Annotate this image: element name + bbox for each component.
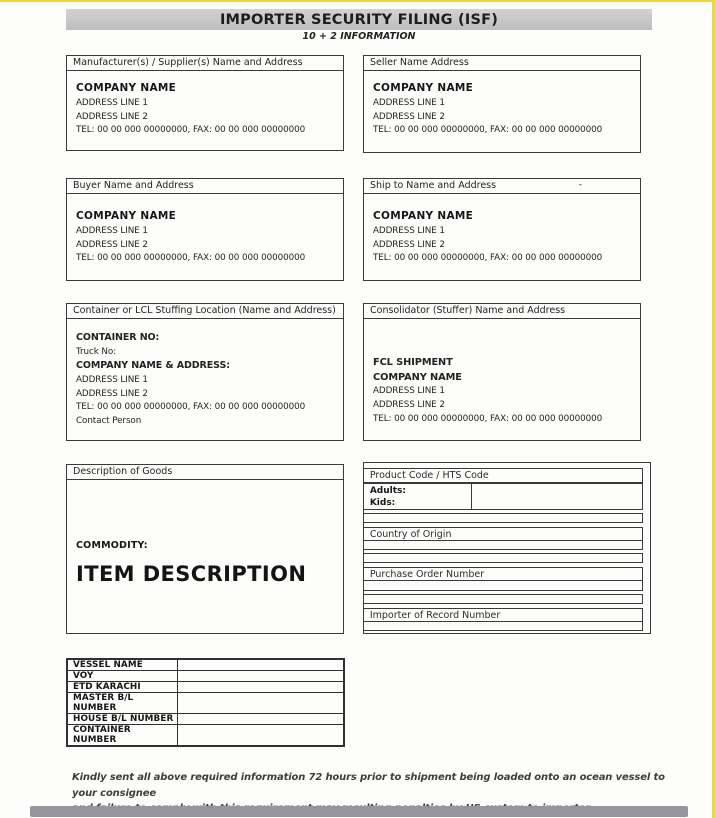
buyer-box-body	[67, 194, 343, 266]
goods-box-body	[67, 480, 343, 586]
purchase-order-header: Purchase Order Number	[364, 568, 642, 581]
address-line-2: ADDRESS LINE 2	[373, 111, 445, 122]
seller-box-body	[364, 71, 640, 138]
address-line-2: ADDRESS LINE 2	[373, 399, 445, 410]
voy-label: VOY	[68, 671, 178, 681]
table-row	[68, 714, 343, 725]
address-line-1: ADDRESS LINE 1	[76, 98, 148, 108]
table-row	[68, 682, 343, 693]
seller-box	[363, 55, 641, 153]
master-bl-number-label: MASTER B/L NUMBER	[68, 693, 178, 713]
consolidator-box	[363, 303, 641, 441]
house-bl-number-label: HOUSE B/L NUMBER	[68, 714, 178, 724]
tel-fax-line: TEL: 00 00 000 00000000, FAX: 00 00 000 00000000	[76, 402, 306, 413]
container-number-value	[178, 725, 343, 745]
tel-fax-line: TEL: 00 00 000 00000000, FAX: 00 00 000 00000000	[76, 125, 306, 136]
ship-to-box	[363, 178, 641, 281]
buyer-box-header: Buyer Name and Address	[67, 179, 343, 194]
kids-label: Kids:	[369, 497, 396, 508]
blank-strip	[363, 553, 643, 563]
company-name: COMPANY NAME	[76, 82, 177, 94]
blank-strip	[363, 594, 643, 604]
tel-fax-line: TEL: 00 00 000 00000000, FAX: 00 00 000 00000000	[373, 413, 603, 424]
country-of-origin-header: Country of Origin	[364, 528, 642, 541]
size-labels-cell	[364, 484, 472, 509]
company-name: COMPANY NAME	[373, 372, 462, 384]
horizontal-scrollbar-thumb[interactable]	[30, 806, 688, 817]
container-number-label: CONTAINER NUMBER	[68, 725, 178, 745]
manufacturer-box-header: Manufacturer(s) / Supplier(s) Name and Address	[67, 56, 343, 71]
truck-no-label: Truck No:	[76, 346, 117, 357]
tel-fax-line: TEL: 00 00 000 00000000, FAX: 00 00 000 00000000	[373, 253, 603, 264]
tel-fax-line: TEL: 00 00 000 00000000, FAX: 00 00 000 00000000	[373, 125, 603, 136]
page-subtitle: 10 + 2 INFORMATION	[302, 31, 416, 42]
address-line-2: ADDRESS LINE 2	[76, 111, 148, 122]
page-title: IMPORTER SECURITY FILING (ISF)	[219, 11, 499, 28]
ship-to-box-body	[364, 194, 640, 266]
stuffing-location-box	[66, 303, 344, 441]
ship-to-header-label: Ship to Name and Address	[370, 180, 497, 191]
company-name: COMPANY NAME	[76, 210, 177, 222]
seller-box-header: Seller Name Address	[364, 56, 640, 71]
importer-of-record-box	[363, 608, 643, 631]
vessel-name-value	[178, 660, 343, 670]
consolidator-box-header: Consolidator (Stuffer) Name and Address	[364, 304, 640, 319]
manufacturer-box-body	[67, 71, 343, 138]
ship-to-box-header	[364, 179, 640, 194]
company-name-address-label: COMPANY NAME & ADDRESS:	[76, 360, 230, 372]
item-description-text: ITEM DESCRIPTION	[76, 562, 307, 586]
stuffing-box-header: Container or LCL Stuffing Location (Name and Address)	[67, 304, 343, 319]
vessel-details-table	[66, 658, 345, 747]
buyer-box	[66, 178, 344, 281]
adults-label: Adults:	[369, 485, 406, 496]
company-name: COMPANY NAME	[373, 82, 474, 94]
address-line-1: ADDRESS LINE 1	[76, 375, 148, 386]
address-line-1: ADDRESS LINE 1	[76, 226, 148, 236]
country-of-origin-box	[363, 527, 643, 550]
tel-fax-line: TEL: 00 00 000 00000000, FAX: 00 00 000 00000000	[76, 253, 306, 264]
size-breakdown-box	[363, 483, 643, 510]
etd-karachi-value	[178, 682, 343, 692]
consolidator-box-body	[364, 319, 640, 426]
scan-edge-top	[0, 0, 715, 2]
importer-of-record-header: Importer of Record Number	[364, 609, 642, 622]
address-line-2: ADDRESS LINE 2	[373, 239, 445, 250]
contact-person-label: Contact Person	[76, 415, 142, 426]
description-of-goods-box	[66, 464, 344, 634]
vessel-name-label: VESSEL NAME	[68, 660, 178, 670]
master-bl-number-value	[178, 693, 343, 713]
commodity-label: COMMODITY:	[76, 540, 148, 551]
address-line-2: ADDRESS LINE 2	[76, 239, 148, 250]
purchase-order-box	[363, 567, 643, 591]
voy-value	[178, 671, 343, 681]
address-line-1: ADDRESS LINE 1	[373, 386, 445, 397]
etd-karachi-label: ETD KARACHI	[68, 682, 178, 692]
stuffing-box-body	[67, 319, 343, 429]
blank-strip	[363, 513, 643, 523]
table-row	[68, 660, 343, 671]
table-row	[68, 693, 343, 714]
size-value-cell	[472, 484, 642, 509]
shipment-type-label: FCL SHIPMENT	[373, 357, 453, 368]
address-line-2: ADDRESS LINE 2	[76, 388, 148, 399]
container-no-label: CONTAINER NO:	[76, 332, 160, 343]
product-code-outer-box	[363, 462, 651, 634]
form-title-bar	[66, 9, 652, 30]
footer-note-line-1: Kindly sent all above required information 72 hours prior to shipment being loaded onto an ocean vessel to your consignee	[72, 772, 665, 799]
address-line-1: ADDRESS LINE 1	[373, 226, 445, 236]
goods-box-header: Description of Goods	[67, 465, 343, 480]
table-row	[68, 725, 343, 745]
company-name: COMPANY NAME	[373, 210, 474, 222]
table-row	[68, 671, 343, 682]
address-line-1: ADDRESS LINE 1	[373, 98, 445, 108]
manufacturer-box	[66, 55, 344, 151]
house-bl-number-value	[178, 714, 343, 724]
header-dash-mark: -	[578, 180, 582, 190]
product-code-header-box: Product Code / HTS Code	[363, 468, 643, 483]
